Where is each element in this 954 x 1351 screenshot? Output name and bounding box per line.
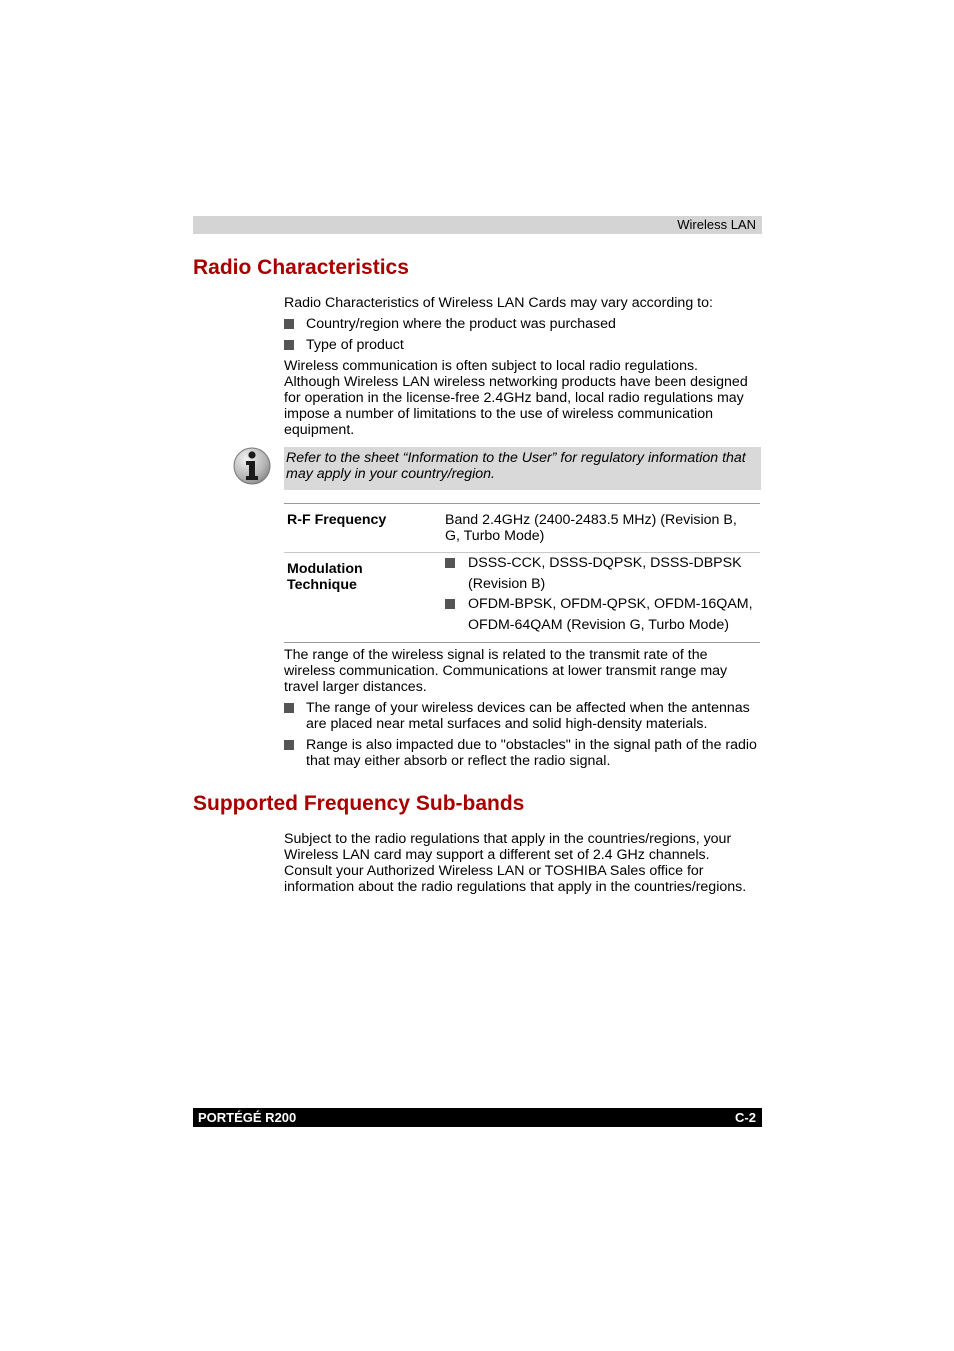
bullet-text: Type of product <box>306 337 404 353</box>
bullet-text <box>468 553 760 595</box>
regulations-paragraph <box>284 358 762 438</box>
table-rule <box>284 503 760 504</box>
rf-frequency-label: R-F Frequency <box>287 512 387 528</box>
bullet-text: Country/region where the product was purchased <box>306 316 616 332</box>
running-header <box>193 216 762 234</box>
bullet-text <box>468 594 760 636</box>
text-line: Subject to the radio regulations that apply in the countries/regions, your <box>284 831 732 847</box>
rf-frequency-value <box>445 512 760 544</box>
supported-subbands-heading: Supported Frequency Sub-bands <box>193 792 525 815</box>
bullet-marker <box>284 319 294 329</box>
text-line: OFDM-64QAM (Revision G, Turbo Mode) <box>468 617 729 633</box>
text-line: The range of your wireless devices can be affected when the antennas <box>306 700 750 716</box>
text-line: (Revision B) <box>468 576 546 592</box>
text-line: Modulation <box>287 561 363 577</box>
page-footer <box>193 1108 762 1127</box>
bullet-item <box>284 337 762 353</box>
modulation-label <box>287 561 427 593</box>
text-line: that may either absorb or reflect the radio signal. <box>306 753 611 769</box>
text-line: for operation in the license-free 2.4GHz band, local radio regulations may <box>284 390 744 406</box>
text-line: wireless communication. Communications at lower transmit range may <box>284 663 728 679</box>
modulation-item <box>445 553 760 595</box>
radio-intro: Radio Characteristics of Wireless LAN Cards may vary according to: <box>284 295 713 311</box>
header-section-title: Wireless LAN <box>677 217 756 232</box>
text-line: Refer to the sheet “Information to the User” for regulatory information that <box>286 450 746 466</box>
text-line: travel larger distances. <box>284 679 427 695</box>
text-line: OFDM-BPSK, OFDM-QPSK, OFDM-16QAM, <box>468 596 753 612</box>
text-line: The range of the wireless signal is related to the transmit rate of the <box>284 647 708 663</box>
bullet-text <box>306 737 762 769</box>
text-line: DSSS-CCK, DSSS-DQPSK, DSSS-DBPSK <box>468 555 742 571</box>
footer-model-name: PORTÉGÉ R200 <box>198 1110 297 1125</box>
text-line: may apply in your country/region. <box>286 466 495 482</box>
bullet-marker <box>284 703 294 713</box>
text-line: Although Wireless LAN wireless networking products have been designed <box>284 374 748 390</box>
bullet-item <box>284 737 762 769</box>
bullet-text <box>306 700 762 732</box>
footer-page-number: C-2 <box>735 1110 756 1125</box>
text-line: equipment. <box>284 422 355 438</box>
text-line: Consult your Authorized Wireless LAN or TOSHIBA Sales office for <box>284 863 704 879</box>
subbands-paragraph <box>284 831 762 895</box>
radio-characteristics-heading: Radio Characteristics <box>193 256 409 279</box>
note-box <box>284 447 761 490</box>
text-line: G, Turbo Mode) <box>445 528 545 544</box>
bullet-item <box>284 700 762 732</box>
range-paragraph <box>284 647 762 695</box>
info-icon <box>232 446 272 486</box>
text-line: Wireless communication is often subject to local radio regulations. <box>284 358 698 374</box>
bullet-marker <box>284 340 294 350</box>
bullet-marker <box>445 558 455 568</box>
note-text <box>284 447 761 482</box>
text-line: Range is also impacted due to "obstacles" in the signal path of the radio <box>306 737 757 753</box>
text-line: Wireless LAN card may support a different set of 2.4 GHz channels. <box>284 847 710 863</box>
table-rule <box>284 642 760 643</box>
text-line: impose a number of limitations to the use of wireless communication <box>284 406 713 422</box>
text-line: information about the radio regulations that apply in the countries/regions. <box>284 879 747 895</box>
modulation-item <box>445 594 760 636</box>
text-line: Technique <box>287 577 357 593</box>
bullet-marker <box>284 740 294 750</box>
text-line: are placed near metal surfaces and solid high-density materials. <box>306 716 708 732</box>
bullet-marker <box>445 599 455 609</box>
bullet-item <box>284 316 762 332</box>
text-line: Band 2.4GHz (2400-2483.5 MHz) (Revision B, <box>445 512 737 528</box>
